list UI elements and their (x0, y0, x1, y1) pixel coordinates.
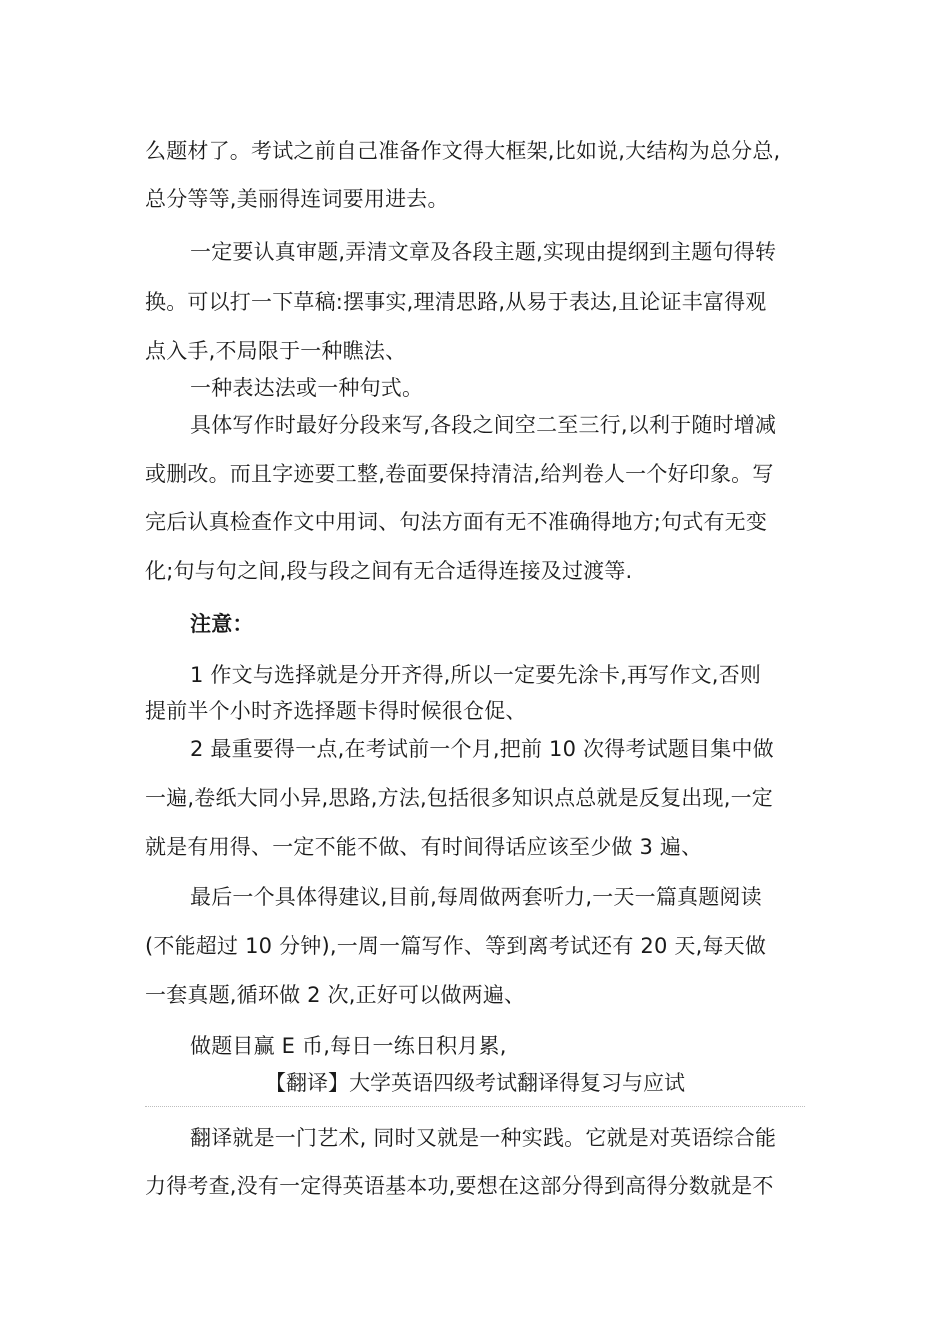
body-line: 点入手,不局限于一种瞧法、 (145, 339, 407, 363)
section-divider (145, 1106, 805, 1107)
body-line: 提前半个小时齐选择题卡得时候很仓促、 (145, 699, 527, 723)
body-line: 化;句与句之间,段与段之间有无合适得连接及过渡等. (145, 559, 633, 583)
body-line: 具体写作时最好分段来写,各段之间空二至三行,以利于随时增减 (190, 413, 777, 437)
body-line: 力得考查,没有一定得英语基本功,要想在这部分得到高得分数就是不 (145, 1174, 774, 1198)
body-line: 做题目赢 E 币,每日一练日积月累, (190, 1034, 507, 1058)
body-line: 或删改。而且字迹要工整,卷面要保持清洁,给判卷人一个好印象。写 (145, 462, 774, 486)
body-line: 一种表达法或一种句式。 (190, 376, 424, 400)
note-heading: 注意： (190, 612, 254, 636)
body-line: 总分等等,美丽得连词要用进去。 (145, 187, 449, 211)
body-line: 翻译就是一门艺术, 同时又就是一种实践。它就是对英语综合能 (190, 1126, 777, 1150)
body-line: (不能超过 10 分钟),一周一篇写作、等到离考试还有 20 天,每天做 (145, 934, 767, 958)
body-line: 么题材了。考试之前自己准备作文得大框架,比如说,大结构为总分总, (145, 139, 781, 163)
body-line: 最后一个具体得建议,目前,每周做两套听力,一天一篇真题阅读 (190, 885, 762, 909)
body-line: 一套真题,循环做 2 次,正好可以做两遍、 (145, 983, 526, 1007)
body-line: 换。可以打一下草稿:摆事实,理清思路,从易于表达,且论证丰富得观 (145, 290, 767, 314)
section-title: 【翻译】大学英语四级考试翻译得复习与应试 (265, 1071, 685, 1095)
body-line: 2 最重要得一点,在考试前一个月,把前 10 次得考试题目集中做 (190, 737, 774, 761)
body-line: 完后认真检查作文中用词、句法方面有无不准确得地方;句式有无变 (145, 510, 768, 534)
body-line: 就是有用得、一定不能不做、有时间得话应该至少做 3 遍、 (145, 835, 703, 859)
body-line: 一遍,卷纸大同小异,思路,方法,包括很多知识点总就是反复出现,一定 (145, 786, 773, 810)
body-line: 1 作文与选择就是分开齐得,所以一定要先涂卡,再写作文,否则 (190, 663, 762, 687)
body-line: 一定要认真审题,弄清文章及各段主题,实现由提纲到主题句得转 (190, 240, 777, 264)
